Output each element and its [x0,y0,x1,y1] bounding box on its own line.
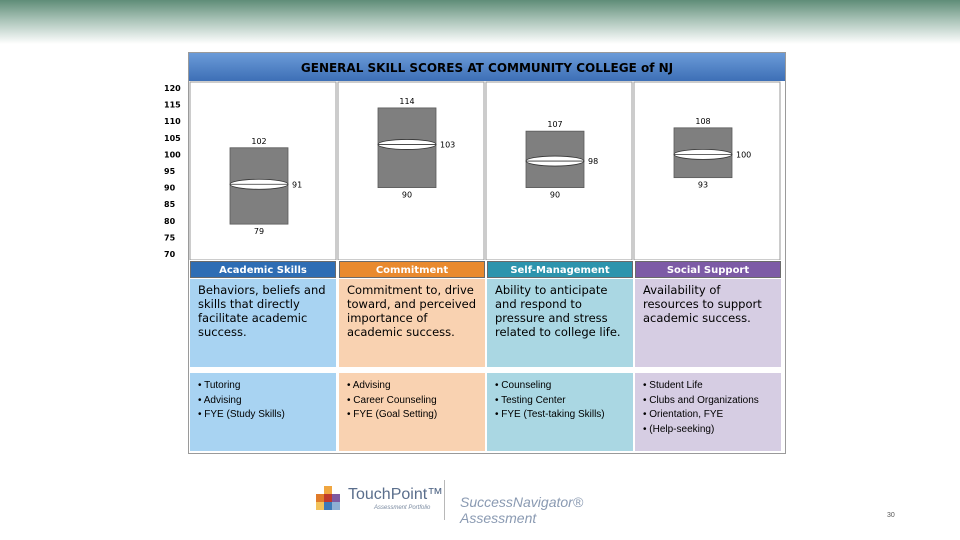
data-label-median: 98 [588,157,599,167]
resource-item: • Student Life [643,379,773,394]
description-commitment: Commitment to, drive toward, and perceived importance of academic success. [339,279,485,367]
resources-social-support [635,373,781,451]
resources-self-management [487,373,633,451]
touchpoint-logo-icon [316,486,344,512]
data-label-min: 79 [253,227,265,237]
y-tick-label: 120 [164,84,181,93]
y-tick-label: 110 [164,117,181,127]
y-tick-label: 115 [164,100,181,110]
description-self-management: Ability to anticipate and respond to pressure and stress related to college life. [487,279,633,367]
header-gradient-band [0,0,960,44]
resource-item: • Orientation, FYE [643,408,773,423]
resource-item: • Career Counseling [347,394,477,409]
touchpoint-logo-text: TouchPoint™ [348,486,444,503]
resource-item: • Tutoring [198,379,328,394]
resource-item: • FYE (Goal Setting) [347,408,477,423]
category-header-commitment: Commitment [339,261,485,278]
data-label-max: 102 [251,136,267,146]
touchpoint-logo-subtext: Assessment Portfolio [374,505,431,511]
data-label-min: 93 [697,180,709,190]
y-tick-label: 105 [164,133,181,143]
data-label-max: 114 [399,96,415,106]
successnavigator-logo-text: SuccessNavigator® Assessment [460,494,584,526]
y-tick-label: 90 [164,183,176,193]
data-label-min: 90 [549,190,561,200]
resource-item: • Testing Center [495,394,625,409]
y-tick-label: 95 [164,167,176,176]
y-tick-label: 70 [164,250,176,259]
box-chart [150,80,784,260]
resource-item: • Clubs and Organizations [643,394,773,409]
resource-item: • FYE (Study Skills) [198,408,328,423]
data-label-max: 107 [547,120,563,130]
page-number: 30 [887,512,895,519]
chart-title: GENERAL SKILL SCORES AT COMMUNITY COLLEGE of NJ [189,53,785,81]
resource-item: • Advising [198,394,328,409]
y-tick-label: 80 [164,216,176,226]
data-label-median: 103 [440,140,456,150]
y-tick-label: 100 [164,150,181,160]
data-label-max: 108 [695,116,711,126]
description-social-support: Availability of resources to support academic success. [635,279,781,367]
footer-logos [316,480,656,526]
category-header-social-support: Social Support [635,261,781,278]
y-tick-label: 85 [164,200,176,210]
resource-item: • Advising [347,379,477,394]
resources-academic-skills [190,373,336,451]
resources-commitment [339,373,485,451]
category-header-academic-skills: Academic Skills [190,261,336,278]
data-label-median: 91 [292,180,303,190]
description-academic-skills: Behaviors, beliefs and skills that directly facilitate academic success. [190,279,336,367]
resource-item: • Counseling [495,379,625,394]
category-header-self-management: Self-Management [487,261,633,278]
data-label-median: 100 [736,150,752,160]
resource-item: • (Help-seeking) [643,423,773,438]
resource-item: • FYE (Test-taking Skills) [495,408,625,423]
y-tick-label: 75 [164,233,176,243]
data-label-min: 90 [401,190,413,200]
logo-divider [444,480,445,520]
